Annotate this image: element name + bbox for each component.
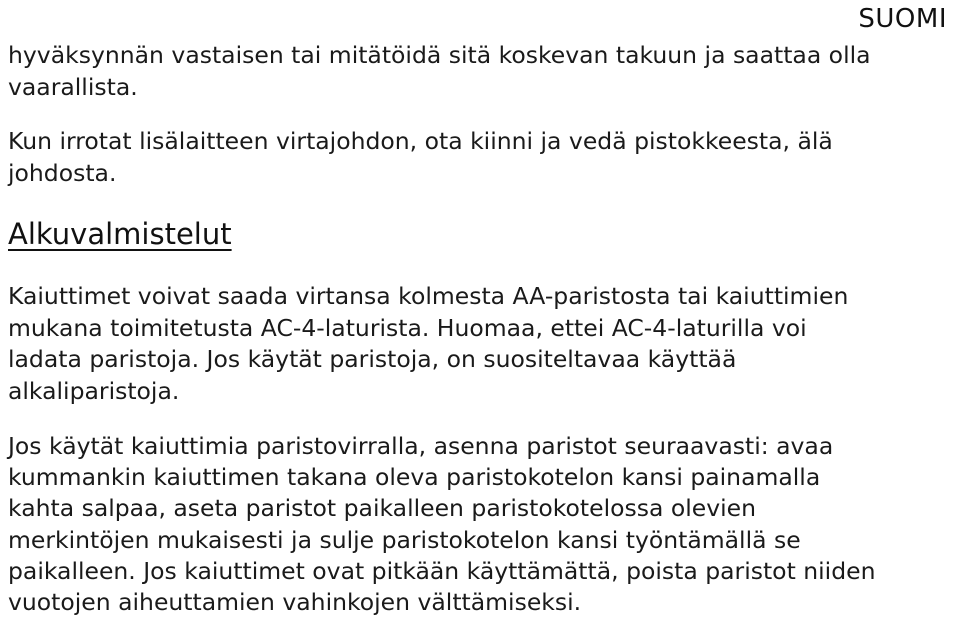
text-line: kummankin kaiuttimen takana oleva paristokotelon kansi painamalla bbox=[8, 463, 821, 492]
paragraph-power-sources bbox=[8, 281, 848, 407]
paragraph-power-cord bbox=[8, 126, 833, 189]
document-page bbox=[8, 0, 953, 636]
text-line: paikalleen. Jos kaiuttimet ovat pitkään käyttämättä, poista paristot niiden bbox=[8, 556, 876, 585]
text-line: johdosta. bbox=[8, 158, 117, 187]
text-line: kahta salpaa, aseta paristot paikalleen paristokotelossa olevien bbox=[8, 494, 756, 523]
text-line: mukana toimitetusta AC-4-laturista. Huomaa, ettei AC-4-laturilla voi bbox=[8, 313, 807, 342]
text-line: alkaliparistoja. bbox=[8, 376, 180, 405]
text-line: Jos käytät kaiuttimia paristovirralla, asenna paristot seuraavasti: avaa bbox=[8, 432, 834, 460]
paragraph-warning-continued bbox=[8, 40, 871, 103]
text-line: Kaiuttimet voivat saada virtansa kolmesta AA-paristosta tai kaiuttimien bbox=[8, 282, 849, 310]
text-line: ladata paristoja. Jos käytät paristoja, on suositeltavaa käyttää bbox=[8, 345, 737, 373]
paragraph-battery-install bbox=[8, 431, 875, 618]
text-line: hyväksynnän vastaisen tai mitätöidä sitä koskevan takuun ja saattaa olla bbox=[8, 41, 871, 69]
text-line: Kun irrotat lisälaitteen virtajohdon, ota kiinni ja vedä pistokkeesta, älä bbox=[8, 127, 833, 155]
section-heading: Alkuvalmistelut bbox=[8, 217, 232, 251]
text-line: vuotojen aiheuttamien vahinkojen välttämiseksi. bbox=[8, 588, 582, 617]
language-label: SUOMI bbox=[858, 4, 947, 34]
text-line: merkintöjen mukaisesti ja sulje paristokotelon kansi työntämällä se bbox=[8, 525, 801, 554]
text-line: vaarallista. bbox=[8, 72, 138, 101]
